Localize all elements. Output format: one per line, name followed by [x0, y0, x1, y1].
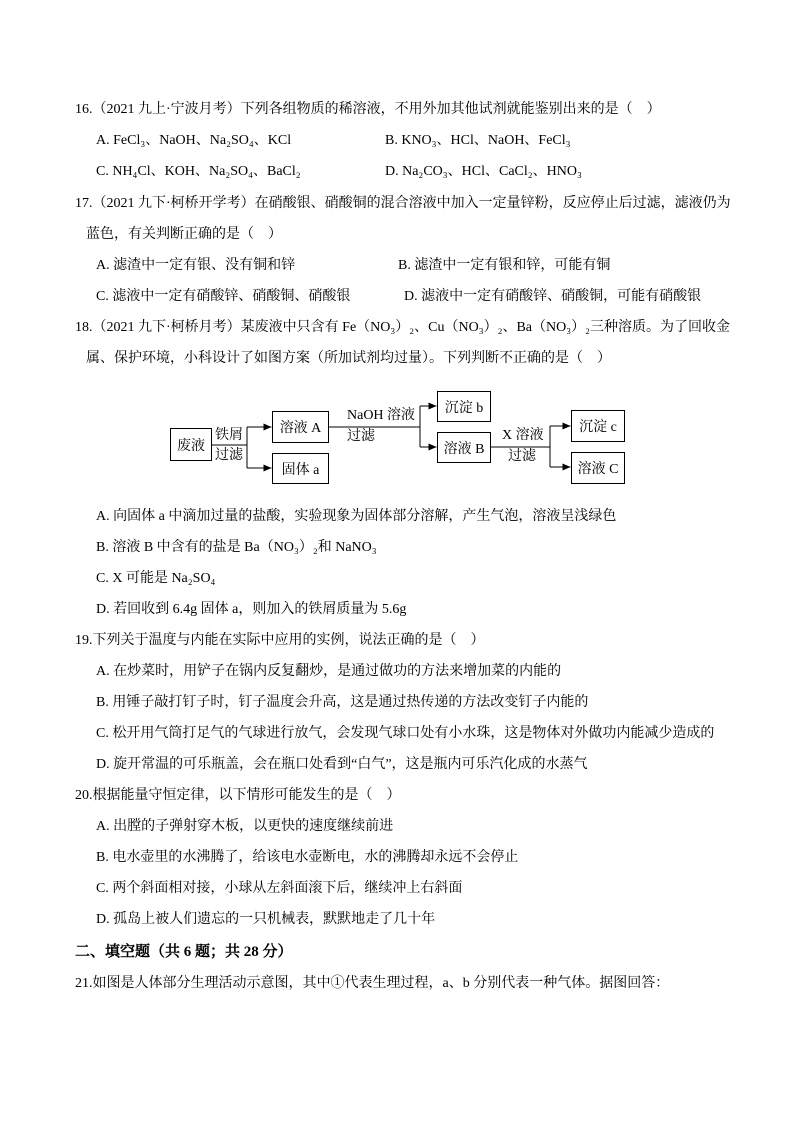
- step3-reagent-label: X 溶液: [502, 428, 544, 443]
- q20-option-b: B. 电水壶里的水沸腾了，给该电水壶断电，水的沸腾却永远不会停止: [96, 850, 519, 865]
- q19-option-b: B. 用锤子敲打钉子时，钉子温度会升高，这是通过热传递的方法改变钉子内能的: [96, 695, 589, 710]
- q17-option-d: D. 滤液中一定有硝酸锌、硝酸铜，可能有硝酸银: [404, 289, 702, 304]
- q19-option-d: D. 旋开常温的可乐瓶盖，会在瓶口处看到“白气”，这是瓶内可乐汽化成的水蒸气: [96, 757, 588, 772]
- q18-flowchart: [160, 385, 640, 490]
- q16-stem: 16.（2021 九上·宁波月考）下列各组物质的稀溶液，不用外加其他试剂就能鉴别出来的是（ ）: [75, 102, 661, 117]
- q19-option-c: C. 松开用气筒打足气的气球进行放气，会发现气球口处有小水珠，这是物体对外做功内能减少造成的: [96, 726, 715, 741]
- q20-stem: 20.根据能量守恒定律，以下情形可能发生的是（ ）: [75, 788, 401, 803]
- q18-option-d: D. 若回收到 6.4g 固体 a，则加入的铁屑质量为 5.6g: [96, 602, 407, 617]
- q17-stem-line1: 17.（2021 九下·柯桥开学考）在硝酸银、硝酸铜的混合溶液中加入一定量锌粉，反应停止后过滤，滤液仍为: [75, 196, 731, 211]
- q18-stem-line2: 属、保护环境，小科设计了如图方案（所加试剂均过量）。下列判断不正确的是（ ）: [86, 351, 611, 366]
- box-solution-c: [571, 452, 625, 484]
- q16-option-d: D. Na₂CO₃、HCl、CaCl₂、HNO₃: [385, 164, 582, 179]
- box-solution-c-label: 溶液 C: [577, 462, 619, 477]
- box-solution-b: [437, 432, 491, 463]
- step3-operation-label: 过滤: [508, 449, 536, 464]
- q18-option-c: C. X 可能是 Na₂SO₄: [96, 571, 216, 586]
- q20-option-d: D. 孤岛上被人们遗忘的一只机械表，默默地走了几十年: [96, 912, 436, 927]
- q16-option-b: B. KNO₃、HCl、NaOH、FeCl₃: [385, 133, 571, 148]
- q17-option-c: C. 滤液中一定有硝酸锌、硝酸铜、硝酸银: [96, 289, 351, 304]
- box-solution-a-label: 溶液 A: [279, 421, 322, 436]
- box-precipitate-c-label: 沉淀 c: [579, 420, 617, 435]
- box-precipitate-c: [571, 410, 625, 442]
- q16-option-c: C. NH₄Cl、KOH、Na₂SO₄、BaCl₂: [96, 164, 301, 179]
- q18-option-a: A. 向固体 a 中滴加过量的盐酸，实验现象为固体部分溶解，产生气泡，溶液呈浅绿色: [96, 509, 617, 524]
- q17-option-a: A. 滤渣中一定有银、没有铜和锌: [96, 258, 296, 273]
- box-solid-a-label: 固体 a: [281, 462, 320, 478]
- q21-stem: 21.如图是人体部分生理活动示意图，其中①代表生理过程，a、b 分别代表一种气体。据图回答：: [75, 976, 670, 991]
- box-solution-b-label: 溶液 B: [443, 441, 485, 457]
- q17-stem-line2: 蓝色，有关判断正确的是（ ）: [86, 227, 282, 242]
- step1-reagent-label: 铁屑: [215, 428, 243, 443]
- q18-option-b: B. 溶液 B 中含有的盐是 Ba（NO₃）₂和 NaNO₃: [96, 540, 377, 555]
- q19-stem: 19.下列关于温度与内能在实际中应用的实例，说法正确的是（ ）: [75, 633, 485, 648]
- box-waste: [170, 428, 212, 461]
- step2-operation-label: 过滤: [347, 429, 375, 444]
- q19-option-a: A. 在炒菜时，用铲子在锅内反复翻炒，是通过做功的方法来增加菜的内能的: [96, 664, 562, 679]
- q17-option-b: B. 滤渣中一定有银和锌，可能有铜: [398, 258, 611, 273]
- box-waste-label: 废液: [177, 438, 205, 454]
- q20-option-a: A. 出膛的子弹射穿木板，以更快的速度继续前进: [96, 819, 394, 834]
- box-solid-a: [272, 453, 329, 484]
- step2-reagent-label: NaOH 溶液: [347, 408, 416, 423]
- q20-option-c: C. 两个斜面相对接，小球从左斜面滚下后，继续冲上右斜面: [96, 881, 463, 896]
- section-title: 二、填空题（共 6 题；共 28 分）: [75, 944, 293, 960]
- box-solution-a: [272, 411, 329, 443]
- step1-operation-label: 过滤: [215, 448, 243, 463]
- box-precipitate-b-label: 沉淀 b: [444, 400, 484, 416]
- box-precipitate-b: [437, 391, 491, 422]
- q18-stem-line1: 18.（2021 九下·柯桥月考）某废液中只含有 Fe（NO₃）₂、Cu（NO₃）₂、Ba（NO₃）₂三种溶质。为了回收金: [75, 320, 730, 335]
- q16-option-a: A. FeCl₃、NaOH、Na₂SO₄、KCl: [96, 133, 292, 148]
